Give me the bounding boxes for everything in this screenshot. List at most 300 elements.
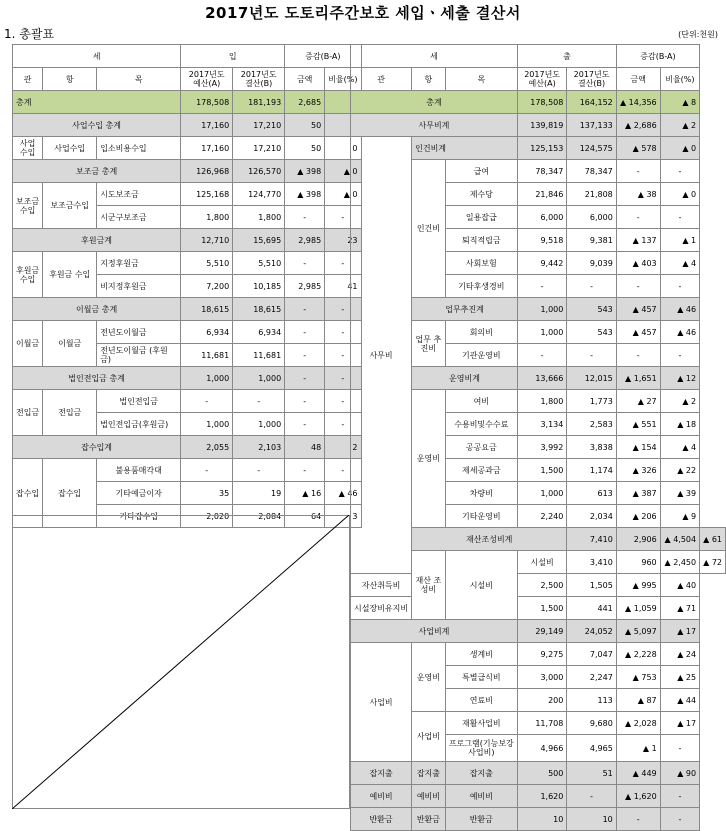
cell-value: 18 [685, 419, 697, 429]
table-cell: 업무추진계 [412, 298, 518, 321]
table-cell: 1,000 [233, 367, 285, 390]
table-cell: 2,906 [616, 528, 660, 551]
table-cell: 재산 조성비 [412, 551, 446, 620]
decrease-marker-icon: ▲ [632, 580, 639, 590]
cell-value: 2,228 [633, 649, 657, 659]
decrease-marker-icon: ▲ [677, 419, 684, 429]
cell-value: 46 [347, 488, 358, 498]
table-cell: 17,160 [181, 137, 233, 160]
header-amount: 금액 [285, 68, 325, 91]
decrease-marker-icon: ▲ [632, 442, 639, 452]
cell-value: 17 [685, 718, 697, 728]
decrease-marker-icon: ▲ [637, 695, 644, 705]
table-cell [660, 712, 699, 735]
table-cell [660, 137, 699, 160]
table-cell [660, 459, 699, 482]
table-cell: 137,133 [567, 114, 616, 137]
table-cell: 3,838 [567, 436, 616, 459]
table-cell [700, 528, 726, 551]
table-cell: 총계 [351, 91, 518, 114]
table-cell: 특별급식비 [445, 666, 517, 689]
table-cell: 이월금 총계 [13, 298, 181, 321]
table-cell: 법인전입금 [97, 390, 181, 413]
table-cell: 이월금 [13, 321, 43, 367]
table-cell: 사업 수입 [13, 137, 43, 160]
table-cell: 후원금 수입 [13, 252, 43, 298]
table-cell [285, 482, 325, 505]
table-cell: - [517, 275, 566, 298]
table-cell: - [285, 298, 325, 321]
cell-value: 398 [305, 189, 322, 199]
decrease-marker-icon: ▲ [632, 327, 639, 337]
table-cell: 전입금 [43, 390, 97, 436]
table-row [351, 597, 726, 620]
cell-value: 551 [641, 419, 657, 429]
table-cell: 사업수입 [43, 137, 97, 160]
cell-value: 1,620 [633, 791, 657, 801]
decrease-marker-icon: ▲ [682, 235, 689, 245]
table-cell [616, 785, 660, 808]
cell-value: 2,450 [673, 557, 697, 567]
table-row [13, 321, 362, 344]
table-cell: 126,570 [233, 160, 285, 183]
table-cell: 11,681 [233, 344, 285, 367]
decrease-marker-icon: ▲ [338, 488, 345, 498]
decrease-marker-icon: ▲ [677, 672, 684, 682]
table-cell: 1,800 [233, 206, 285, 229]
table-cell [660, 436, 699, 459]
table-cell [616, 689, 660, 712]
table-cell: 6,934 [181, 321, 233, 344]
table-cell: 3,000 [517, 666, 566, 689]
table-cell: - [616, 275, 660, 298]
table-row [351, 785, 726, 808]
table-row [13, 183, 362, 206]
table-cell: 퇴직적립금 [445, 229, 517, 252]
table-cell: 반환금 [445, 808, 517, 831]
table-cell: - [325, 459, 361, 482]
table-cell: 운영비 [412, 643, 446, 712]
cell-value: 398 [305, 166, 322, 176]
header-change: 증감(B-A) [285, 45, 361, 68]
table-cell: 181,193 [233, 91, 285, 114]
table-cell: 출 [517, 45, 616, 68]
table-cell: - [233, 459, 285, 482]
cell-value: 753 [641, 672, 657, 682]
table-cell: 17,210 [233, 137, 285, 160]
table-cell [616, 367, 660, 390]
table-cell: 시설비 [517, 551, 566, 574]
table-cell [616, 137, 660, 160]
decrease-marker-icon: ▲ [637, 396, 644, 406]
table-cell: - [325, 206, 361, 229]
cell-value: 1 [691, 235, 697, 245]
table-cell: 비율(%) [660, 68, 699, 91]
table-cell [660, 367, 699, 390]
cell-value: 2 [691, 396, 697, 406]
decrease-marker-icon: ▲ [632, 488, 639, 498]
table-cell: 78,347 [567, 160, 616, 183]
table-cell [616, 459, 660, 482]
table-cell: 51 [567, 762, 616, 785]
table-cell: 목 [445, 68, 517, 91]
table-cell [616, 390, 660, 413]
table-cell: - [660, 275, 699, 298]
table-cell: 인건비 [412, 160, 446, 298]
table-cell: 차량비 [445, 482, 517, 505]
table-cell: 1,000 [517, 482, 566, 505]
table-cell [660, 597, 699, 620]
table-cell: 운영비계 [412, 367, 518, 390]
cell-value: 38 [646, 189, 657, 199]
decrease-marker-icon: ▲ [677, 695, 684, 705]
table-cell: 지정후원금 [97, 252, 181, 275]
expense-table [350, 44, 726, 831]
decrease-marker-icon: ▲ [343, 189, 350, 199]
cell-value: 44 [685, 695, 697, 705]
decrease-marker-icon: ▲ [682, 511, 689, 521]
cell-value: 24 [685, 649, 697, 659]
table-cell: 1,000 [233, 413, 285, 436]
cell-value: 4 [691, 258, 697, 268]
table-cell: 9,381 [567, 229, 616, 252]
table-cell: 법인전입금 총계 [13, 367, 181, 390]
table-cell: 비지정후원금 [97, 275, 181, 298]
table-cell: - [616, 160, 660, 183]
table-cell [616, 505, 660, 528]
table-cell: - [325, 344, 361, 367]
empty-diagonal-cell [12, 515, 350, 809]
table-cell [616, 762, 660, 785]
table-cell [616, 436, 660, 459]
table-row [13, 137, 362, 160]
table-cell: 보조금수입 [43, 183, 97, 229]
subtotal-row [13, 229, 362, 252]
table-cell: 124,575 [567, 137, 616, 160]
subtotal-row [351, 137, 726, 160]
header-row [351, 68, 726, 91]
table-cell: 2 [325, 436, 361, 459]
decrease-marker-icon: ▲ [664, 557, 671, 567]
table-cell: 2,103 [233, 436, 285, 459]
table-cell: - [285, 344, 325, 367]
page-title: 2017년도 도토리주간보호 세입ㆍ세출 결산서 [205, 4, 521, 22]
table-cell: 예비비 [445, 785, 517, 808]
table-cell: 관 [351, 68, 412, 91]
table-cell: 기타잡수입 [97, 505, 181, 528]
cell-value: 14,356 [628, 97, 657, 107]
table-row [13, 252, 362, 275]
decrease-marker-icon: ▲ [682, 120, 689, 130]
table-row [351, 762, 726, 785]
subtotal-row [13, 160, 362, 183]
table-cell: - [285, 321, 325, 344]
table-cell: 11,681 [181, 344, 233, 367]
table-cell: 재산조성비계 [412, 528, 567, 551]
table-cell: 178,508 [517, 91, 566, 114]
total-row [351, 91, 726, 114]
table-cell: 41 [325, 275, 361, 298]
table-cell: 프로그램(기능보강사업비) [445, 735, 517, 762]
cell-value: 0 [691, 143, 697, 153]
cell-value: 46 [685, 327, 697, 337]
table-cell [660, 298, 699, 321]
table-cell [616, 597, 660, 620]
table-cell: 2,240 [517, 505, 566, 528]
cell-value: 0 [352, 166, 358, 176]
table-cell: 기관운영비 [445, 344, 517, 367]
table-cell: - [181, 390, 233, 413]
table-cell: 1,773 [567, 390, 616, 413]
table-cell: 전입금 [13, 390, 43, 436]
table-cell [616, 114, 660, 137]
decrease-marker-icon: ▲ [625, 791, 632, 801]
table-cell: 48 [285, 436, 325, 459]
table-cell: 기타예금이자 [97, 482, 181, 505]
table-cell: 기타운영비 [445, 505, 517, 528]
table-cell: 1,500 [517, 597, 566, 620]
decrease-marker-icon: ▲ [343, 166, 350, 176]
decrease-marker-icon: ▲ [682, 442, 689, 452]
table-cell: 2,985 [285, 275, 325, 298]
decrease-marker-icon: ▲ [297, 166, 304, 176]
decrease-marker-icon: ▲ [677, 718, 684, 728]
header-gwan: 관 [13, 68, 43, 91]
table-cell: - [517, 344, 566, 367]
table-cell: 613 [567, 482, 616, 505]
table-row [351, 574, 726, 597]
table-cell: 18,615 [233, 298, 285, 321]
cell-value: 17 [685, 626, 697, 636]
decrease-marker-icon: ▲ [677, 649, 684, 659]
decrease-marker-icon: ▲ [637, 189, 644, 199]
cell-value: 8 [691, 97, 697, 107]
table-cell: 잡수입 [13, 459, 43, 528]
table-cell: 9,518 [517, 229, 566, 252]
cell-value: 457 [641, 327, 657, 337]
table-cell: 113 [567, 689, 616, 712]
decrease-marker-icon: ▲ [703, 534, 710, 544]
cell-value: 9 [691, 511, 697, 521]
table-cell: 시설비 [445, 551, 517, 620]
table-cell: - [285, 252, 325, 275]
decrease-marker-icon: ▲ [632, 235, 639, 245]
decrease-marker-icon: ▲ [625, 373, 632, 383]
table-cell: 178,508 [181, 91, 233, 114]
table-cell: 인건비계 [412, 137, 518, 160]
cell-value: 1,059 [633, 603, 657, 613]
table-cell [660, 114, 699, 137]
table-cell: 2017년도 결산(B) [567, 68, 616, 91]
header-section: 입 [181, 45, 285, 68]
table-cell: 21,808 [567, 183, 616, 206]
table-cell [616, 413, 660, 436]
table-cell: 50 [285, 114, 325, 137]
table-cell: 입소비용수입 [97, 137, 181, 160]
cell-value: 46 [685, 304, 697, 314]
header-mok: 목 [97, 68, 181, 91]
table-cell: - [325, 321, 361, 344]
table-cell [616, 620, 660, 643]
cell-value: 4 [691, 442, 697, 452]
table-cell: 9,039 [567, 252, 616, 275]
table-cell: - [285, 367, 325, 390]
decrease-marker-icon: ▲ [677, 768, 684, 778]
table-cell: - [616, 808, 660, 831]
table-cell [660, 620, 699, 643]
decrease-marker-icon: ▲ [677, 373, 684, 383]
table-cell: 24,052 [567, 620, 616, 643]
table-cell [660, 505, 699, 528]
cell-value: 12 [685, 373, 697, 383]
table-cell: 사업비계 [351, 620, 518, 643]
cell-value: 1 [651, 743, 657, 753]
table-cell: 5,510 [181, 252, 233, 275]
table-cell: 6,000 [567, 206, 616, 229]
table-cell: - [325, 298, 361, 321]
table-cell: 10 [567, 808, 616, 831]
table-cell: 2,055 [181, 436, 233, 459]
table-cell [616, 712, 660, 735]
table-cell: 잡수입 [43, 459, 97, 528]
table-cell: 사무비 [351, 137, 412, 574]
table-cell: 126,968 [181, 160, 233, 183]
table-cell: 2,985 [285, 229, 325, 252]
table-cell: 3,410 [567, 551, 616, 574]
table-cell [660, 321, 699, 344]
cell-value: 326 [641, 465, 657, 475]
table-cell: 시군구보조금 [97, 206, 181, 229]
header-budget: 2017년도 예산(A) [181, 68, 233, 91]
table-cell: 잡지출 [445, 762, 517, 785]
table-row [351, 643, 726, 666]
subtotal-row [351, 114, 726, 137]
decrease-marker-icon: ▲ [632, 672, 639, 682]
cell-value: 206 [641, 511, 657, 521]
table-cell: 사업비 [351, 643, 412, 762]
cell-value: 154 [641, 442, 657, 452]
table-cell: 기타후생경비 [445, 275, 517, 298]
table-cell: 1,000 [517, 298, 566, 321]
table-cell: 예비비 [412, 785, 446, 808]
cell-value: 90 [685, 768, 697, 778]
decrease-marker-icon: ▲ [632, 419, 639, 429]
decrease-marker-icon: ▲ [664, 534, 671, 544]
subtotal-row [13, 367, 362, 390]
revenue-table [12, 44, 362, 528]
table-cell: 여비 [445, 390, 517, 413]
table-cell: 960 [616, 551, 660, 574]
table-cell: 2017년도 예산(A) [517, 68, 566, 91]
table-cell: 이월금 [43, 321, 97, 367]
table-cell: 12,015 [567, 367, 616, 390]
table-cell: 예비비 [351, 785, 412, 808]
table-cell: 1,500 [517, 459, 566, 482]
table-cell [660, 229, 699, 252]
cell-value: 16 [311, 488, 322, 498]
table-cell: 7,200 [181, 275, 233, 298]
table-cell: 1,620 [517, 785, 566, 808]
table-cell [616, 321, 660, 344]
cell-value: 61 [711, 534, 722, 544]
unit-label: (단위:천원) [678, 30, 718, 39]
table-cell: 543 [567, 298, 616, 321]
section-title: 1. 총괄표 [4, 27, 55, 41]
decrease-marker-icon: ▲ [677, 603, 684, 613]
table-cell: 잡수입계 [13, 436, 181, 459]
table-cell: 증감(B-A) [616, 45, 699, 68]
header-section: 세 [13, 45, 181, 68]
table-cell: - [285, 413, 325, 436]
header-row [13, 45, 362, 68]
table-cell: 0 [325, 137, 361, 160]
table-cell: 10 [517, 808, 566, 831]
table-cell: 7,047 [567, 643, 616, 666]
table-cell: - [567, 785, 616, 808]
header-hang: 항 [43, 68, 97, 91]
table-cell: 1,000 [517, 321, 566, 344]
table-cell [660, 666, 699, 689]
table-cell: - [616, 344, 660, 367]
table-cell: 50 [285, 137, 325, 160]
table-cell: 125,153 [517, 137, 566, 160]
decrease-marker-icon: ▲ [682, 258, 689, 268]
table-cell: 불용품매각대 [97, 459, 181, 482]
table-cell: 29,149 [517, 620, 566, 643]
cell-value: 2 [691, 120, 697, 130]
cell-value: 457 [641, 304, 657, 314]
table-cell: 사무비계 [351, 114, 518, 137]
cell-value: 2,686 [633, 120, 657, 130]
header-row [351, 45, 726, 68]
decrease-marker-icon: ▲ [297, 189, 304, 199]
table-cell: 제세공과금 [445, 459, 517, 482]
cell-value: 87 [646, 695, 657, 705]
table-cell: 2,020 [181, 505, 233, 528]
table-cell [285, 160, 325, 183]
table-cell: 17,160 [181, 114, 233, 137]
table-cell: 사업비 [412, 712, 446, 762]
table-cell: 2,583 [567, 413, 616, 436]
table-cell: 금액 [616, 68, 660, 91]
header-settlement: 2017년도 결산(B) [233, 68, 285, 91]
cell-value: 0 [352, 189, 358, 199]
cell-value: 5,097 [633, 626, 657, 636]
table-cell: 회의비 [445, 321, 517, 344]
table-row [13, 390, 362, 413]
table-cell: - [616, 206, 660, 229]
table-cell: 10,185 [233, 275, 285, 298]
table-cell: 19 [233, 482, 285, 505]
table-cell: - [660, 808, 699, 831]
decrease-marker-icon: ▲ [682, 97, 689, 107]
table-cell: 15,695 [233, 229, 285, 252]
table-cell [616, 229, 660, 252]
table-cell: 업무 추진비 [412, 321, 446, 367]
table-cell [660, 482, 699, 505]
table-cell: 후원금 수입 [43, 252, 97, 298]
table-cell: 보조금 총계 [13, 160, 181, 183]
table-cell: 35 [181, 482, 233, 505]
table-cell: 사업수입 총계 [13, 114, 181, 137]
decrease-marker-icon: ▲ [625, 718, 632, 728]
cell-value: 578 [641, 143, 657, 153]
table-cell: 공공요금 [445, 436, 517, 459]
table-cell: 4,966 [517, 735, 566, 762]
decrease-marker-icon: ▲ [632, 258, 639, 268]
table-cell: 자산취득비 [351, 574, 412, 597]
table-cell: - [567, 275, 616, 298]
